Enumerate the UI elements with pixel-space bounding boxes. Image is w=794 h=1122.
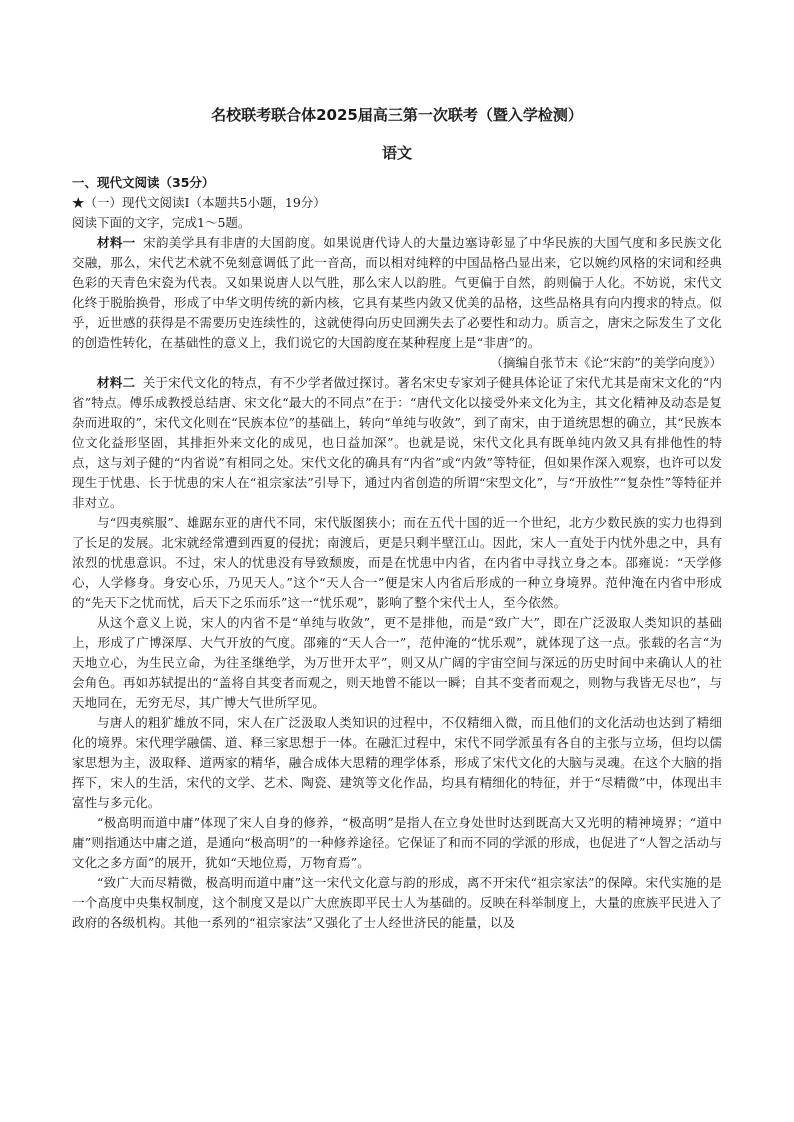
subject-title: 语文: [381, 144, 412, 162]
material-one-paragraph: [72, 233, 722, 353]
exam-page: [72, 104, 722, 933]
material-two-paragraph-4: 与唐人的粗犷雄放不同，宋人在广泛汲取人类知识的过程中，不仅精细入微，而且他们的文化活动也达到了精细化的境界。宋代理学融儒、道、释三家思想于一体。在融汇过程中，宋代不同学派虽有各自的主张与立场，但均以儒家思想为主，汲取释、道两家的精华，融合成体大思精的理学体系，形成了宋代文化的大脑与灵魂。在这个大脑的指挥下，宋人的生活，宋代的文学、艺术、陶瓷、建筑等文化作品，均具有精细化的特征，并于“尽精微”中，体现出丰富性与多元化。: [72, 715, 722, 810]
material-two-text-1: 关于宋代文化的特点，有不少学者做过探讨。著名宋史专家刘子健具体论证了宋代尤其是南宋文化的“内省”特点。傅乐成教授总结唐、宋文化“最大的不同点”在于：“唐代文化以接受外来文化为主，其文化精神及动态是复杂而进取的”，宋代文化则在“民族本位”的基础上，转向“单纯与收敛”，到了南宋，由于道统思想的确立，其“民族本位文化益形坚固，其排拒外来文化的成见，也日益加深”。也就是说，宋代文化具有既单纯内敛又具有排他性的特点，这与刘子健的“内省说”有相同之处。宋代文化的确具有“内省”或“内敛”等特征，但如果作深入观察，也许可以发现生于忧患、长于忧患的宋人在“祖宗家法”引导下，通过内省创造的所谓“宋型文化”，与“开放性”“复杂性”等特征并非对立。: [72, 375, 722, 510]
exam-title: 名校联考联合体2025届高三第一次联考（暨入学检测）: [211, 106, 583, 124]
material-two-paragraph-3: 从这个意义上说，宋人的内省不是“单纯与收敛”，更不是排他，而是“致广大”，即在广泛汲取人类知识的基础上，形成了广博深厚、大气开放的气度。邵雍的“天人合一”，范仲淹的“忧乐观”，就体现了这一点。张载的名言“为天地立心，为生民立命，为往圣继绝学，为万世开太平”，则又从广阔的宇宙空间与深远的历史时间中来确认人的社会角色。再如苏轼提出的“盖将自其变者而观之，则天地曾不能以一瞬；自其不变者而观之，则物与我皆无尽也”，与天地同在，无穷无尽，其广博大气世所罕见。: [72, 615, 722, 710]
material-two-paragraph-6: “致广大而尽精微，极高明而道中庸”这一宋代文化意与韵的形成，离不开宋代“祖宗家法”的保障。宋代实施的是一个高度中央集权制度，这个制度又是以广大庶族即平民士人为基础的。反映在科举制度上，大量的庶族平民进入了政府的各级机构。其他一系列的“祖宗家法”又强化了士人经世济民的能量，以及: [72, 875, 722, 930]
section-heading: 一、现代文阅读（35分）: [72, 175, 215, 190]
material-one-citation: （摘编自张节末《论“宋韵”的美学向度》）: [490, 355, 722, 370]
material-two-label: 材料二: [97, 375, 136, 390]
material-two-paragraph-5: “极高明而道中庸”体现了宋人自身的修养，“极高明”是指人在立身处世时达到既高大又光明的精神境界；“道中庸”则指通达中庸之道，是通向“极高明”的一种修养途径。它保证了和而不同的学派的形成，也促进了“人智之活动与文化之多方面”的展开，犹如“天地位焉，万物育焉”。: [72, 815, 722, 870]
material-two-paragraph-2: 与“四夷殡服”、雄踞东亚的唐代不同，宋代版图狭小；而在五代十国的近一个世纪，北方少数民族的实力也得到了长足的发展。北宋就经常遭到西夏的侵扰；南渡后，更是只剩半壁江山。因此，宋人一直处于内忧外患之中，具有浓烈的忧患意识。不过，宋人的忧患没有导致颓废，而是在忧患中内省，在内省中寻找立身之本。邵雍说：“天学修心，人学修身。身安心乐，乃见天人。”这个“天人合一”便是宋人内省后形成的一种立身境界。范仲淹在内省中形成的“先天下之忧而忧，后天下之乐而乐”这一“忧乐观”，影响了整个宋代士人，至今依然。: [72, 515, 722, 610]
material-one-text: 宋韵美学具有非唐的大国韵度。如果说唐代诗人的大量边塞诗彰显了中华民族的大国气度和多民族文化交融，那么，宋代艺术就不免刻意调低了此一音高，而以相对纯粹的中国品格凸显出来，它以婉约风格的宋词和经典色彩的天青色宋瓷为代表。又如果说唐人以气胜，那么宋人以韵胜。气更偏于自然，韵则偏于人化。不妨说，宋代文化终于脱胎换骨，形成了中华文明传统的新内核，它具有某些内敛又优美的品格，这些品格具有向内搜求的特点。似乎，近世感的获得是不需要历史连续性的，这就使得向历史回溯失去了必要性和动力。质言之，唐宋之际发生了文化的创造性转化，在基础性的意义上，我们说它的大国韵度在某种程度上是“非唐”的。: [72, 235, 722, 350]
material-one-label: 材料一: [97, 235, 136, 250]
sub-section-heading: ★（一）现代文阅读Ⅰ（本题共5小题，19分）: [72, 195, 326, 210]
material-two-paragraph-1: [72, 373, 722, 513]
reading-instruction: 阅读下面的文字，完成1～5题。: [72, 215, 251, 230]
